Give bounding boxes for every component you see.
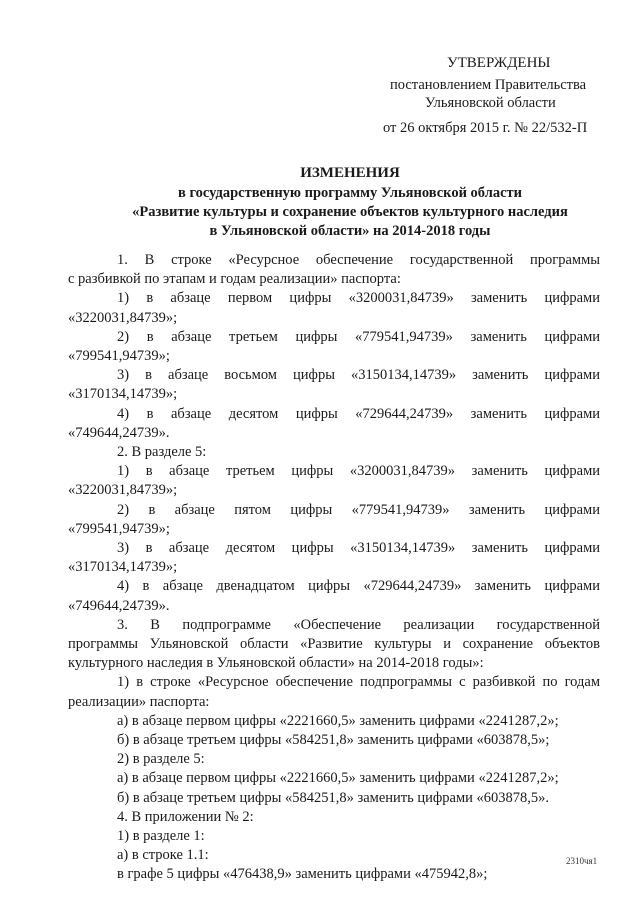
body-line: «3220031,84739»; (68, 482, 178, 499)
body-line: «3170134,14739»; (68, 386, 178, 403)
heading-subtitle-1: в государственную программу Ульяновской области (177, 185, 522, 201)
body-line: 3) в абзаце восьмом цифры «3150134,14739» заменить цифрами (117, 367, 600, 384)
body-line: а) в абзаце первом цифры «2221660,5» заменить цифрами «2241287,2»; (117, 712, 559, 729)
approval-title: УТВЕРЖДЕНЫ (447, 55, 551, 71)
approval-line-3: от 26 октября 2015 г. № 22/532-П (383, 120, 588, 136)
body-line: б) в абзаце третьем цифры «584251,8» заменить цифрами «603878,5»; (117, 732, 550, 748)
body-line: 4. В приложении № 2: (117, 808, 254, 825)
body-line: 4) в абзаце двенадцатом цифры «729644,24739» заменить цифрами (117, 578, 600, 595)
body-line: 3) в абзаце десятом цифры «3150134,14739» заменить цифрами (117, 540, 600, 556)
body-line: 1) в абзаце третьем цифры «3200031,84739» заменить цифрами (117, 463, 600, 480)
document-heading: ИЗМЕНЕНИЯ (300, 165, 400, 181)
body-line: 2) в разделе 5: (117, 751, 205, 768)
heading-subtitle-2: «Развитие культуры и сохранение объектов культурного наследия (132, 204, 568, 220)
body-line: «749644,24739». (68, 424, 170, 441)
body-line: 3. В подпрограмме «Обеспечение реализации государственной (117, 616, 600, 633)
approval-line-1: постановлением Правительства (390, 77, 587, 93)
body-line: с разбивкой по этапам и годам реализации» паспорта: (68, 271, 401, 288)
body-line: реализации» паспорта: (68, 693, 210, 710)
body-line: программы Ульяновской области «Развитие культуры и сохранение объектов (68, 636, 600, 652)
body-line: 2) в абзаце третьем цифры «779541,94739» заменить цифрами (117, 328, 600, 345)
body-line: 4) в абзаце десятом цифры «729644,24739» заменить цифрами (117, 405, 600, 422)
body-line: 1) в разделе 1: (117, 828, 205, 844)
body-line: «799541,94739»; (68, 348, 170, 364)
approval-line-2: Ульяновской области (425, 95, 556, 111)
body-line: культурного наследия в Ульяновской области» на 2014-2018 годы»: (68, 655, 484, 672)
body-line: 1) в абзаце первом цифры «3200031,84739» заменить цифрами (117, 290, 600, 307)
body-line: а) в строке 1.1: (117, 847, 209, 864)
body-line: 2. В разделе 5: (117, 444, 207, 460)
heading-subtitle-3: в Ульяновской области» на 2014-2018 годы (209, 223, 491, 239)
body-line: «799541,94739»; (68, 520, 170, 537)
body-line: 2) в абзаце пятом цифры «779541,94739» заменить цифрами (117, 501, 600, 518)
body-line: а) в абзаце первом цифры «2221660,5» заменить цифрами «2241287,2»; (117, 770, 559, 787)
body-line: «749644,24739». (68, 597, 170, 614)
body-line: 1. В строке «Ресурсное обеспечение государственной программы (117, 252, 600, 268)
body-line: 1) в строке «Ресурсное обеспечение подпрограммы с разбивкой по годам (117, 674, 600, 691)
body-line: «3220031,84739»; (68, 309, 178, 326)
body-line: в графе 5 цифры «476438,9» заменить цифрами «475942,8»; (117, 866, 488, 883)
body-line: б) в абзаце третьем цифры «584251,8» заменить цифрами «603878,5». (117, 789, 550, 806)
body-line: «3170134,14739»; (68, 559, 178, 576)
footer-stamp: 2310чя1 (566, 856, 598, 866)
